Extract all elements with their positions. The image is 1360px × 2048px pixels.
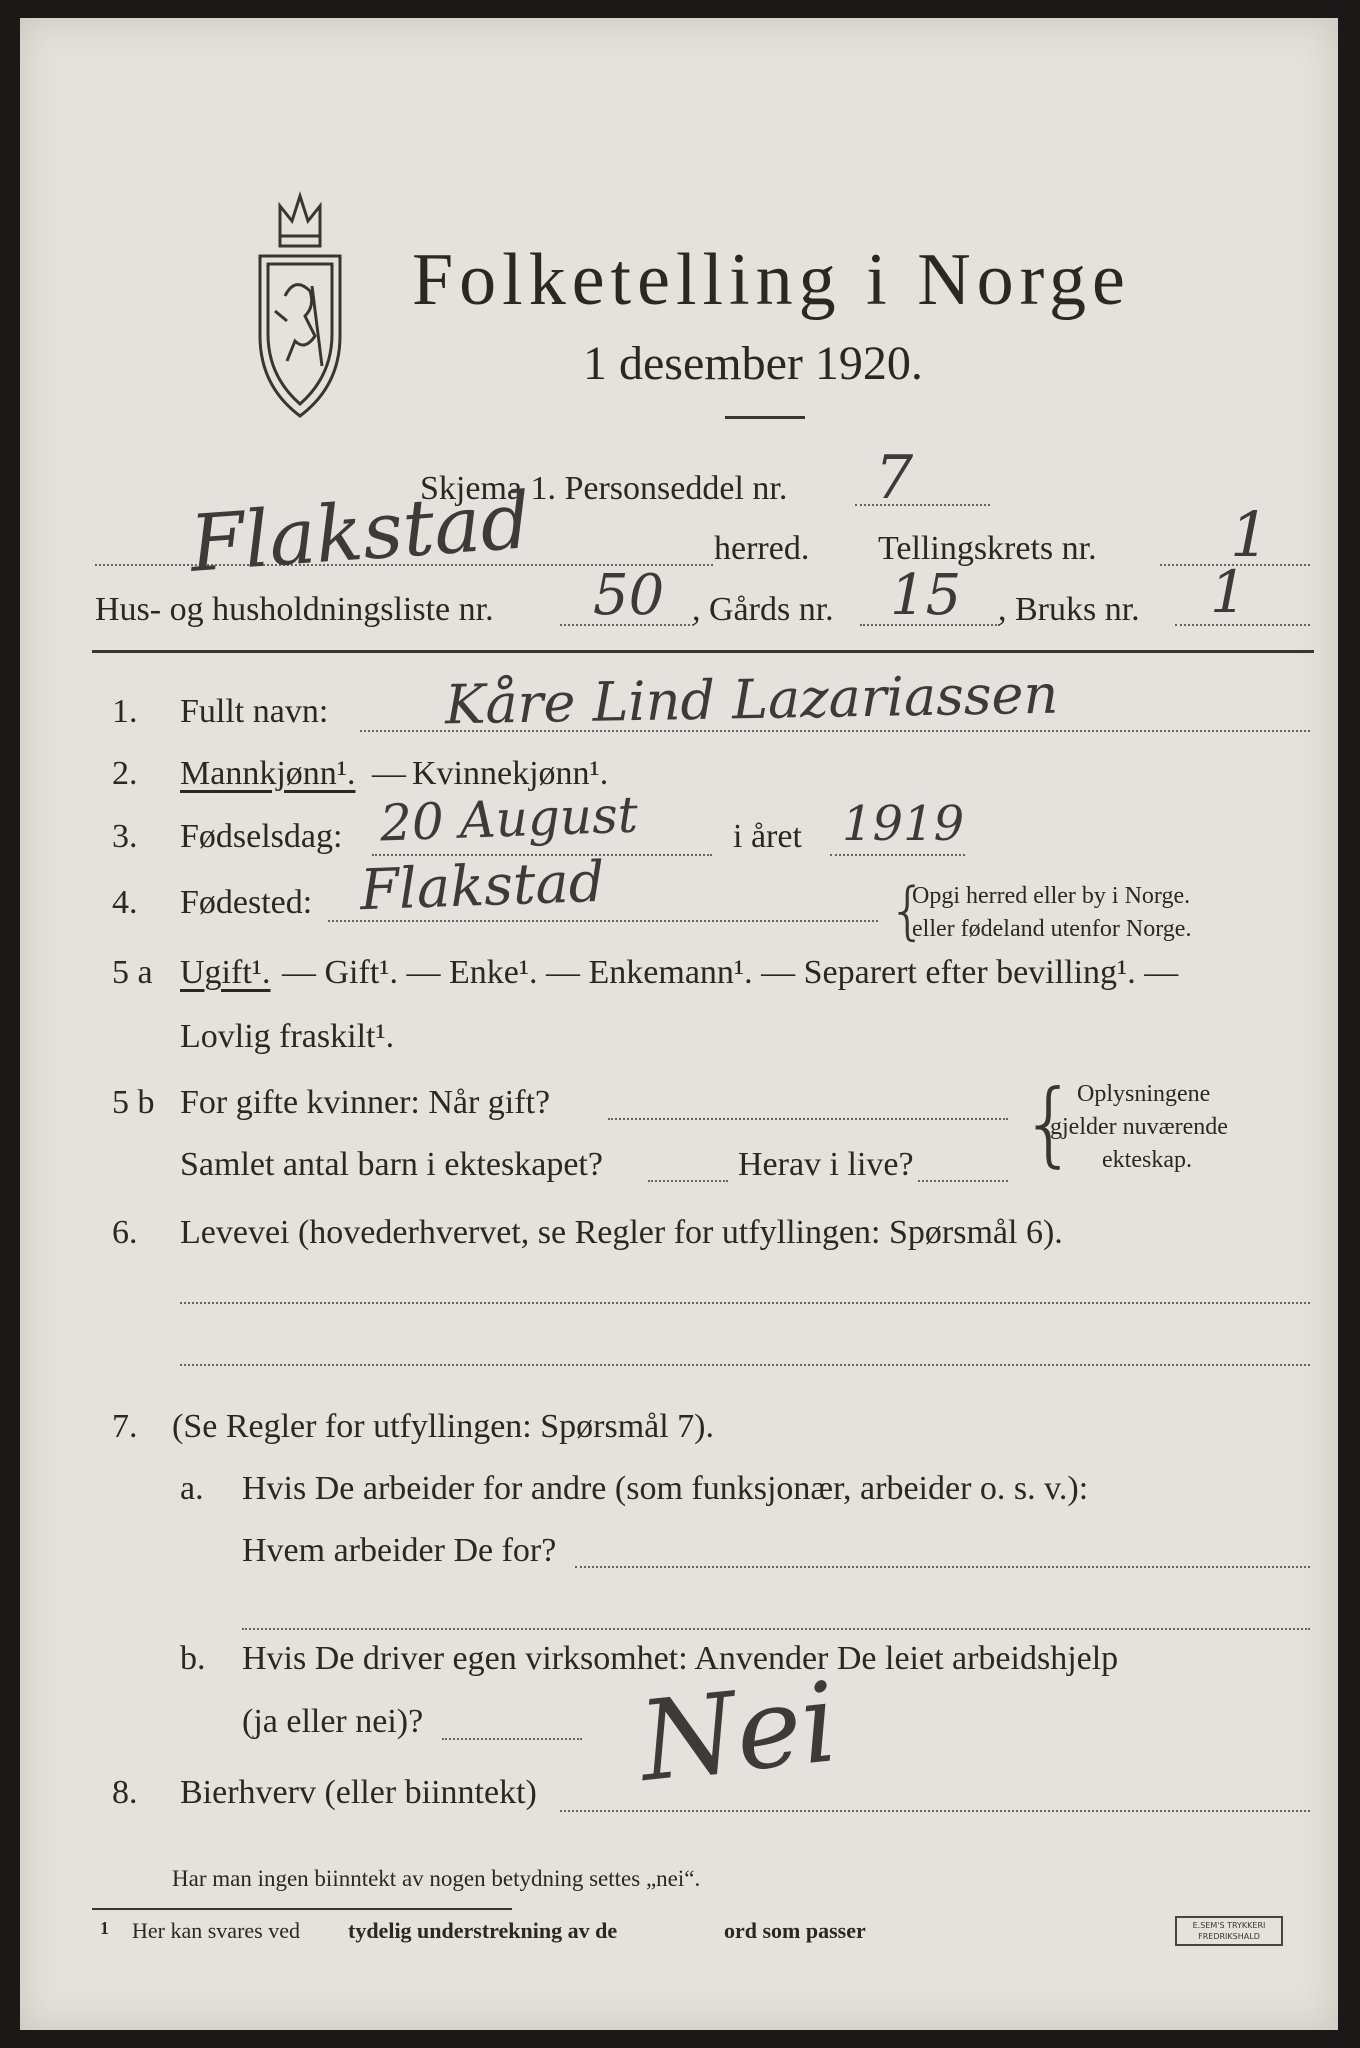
q4-label: Fødested: xyxy=(180,884,313,921)
q6-number: 6. xyxy=(112,1214,138,1251)
when-married-line xyxy=(608,1118,1008,1120)
occupation-line-2 xyxy=(180,1364,1310,1366)
tellingskrets-label: Tellingskrets nr. xyxy=(878,530,1097,567)
yes-no-line xyxy=(442,1738,582,1740)
year-line xyxy=(830,854,965,856)
personseddel-number: 7 xyxy=(875,443,914,513)
footnote-text-c: ord som passer xyxy=(724,1918,866,1943)
q4-note-line2: eller fødeland utenfor Norge. xyxy=(912,916,1192,942)
census-form-page xyxy=(20,18,1338,2030)
occupation-line-1 xyxy=(180,1302,1310,1304)
q1-number: 1. xyxy=(112,693,138,730)
footnote-mark: 1 xyxy=(100,1918,109,1938)
gards-label: , Gårds nr. xyxy=(692,591,834,628)
bruks-label: , Bruks nr. xyxy=(998,591,1140,628)
hus-value: 50 xyxy=(593,563,665,628)
birthday-value: 20 August xyxy=(379,785,639,853)
q7b-question: Hvis De driver egen virksomhet: Anvender De leiet arbeidshjelp xyxy=(242,1640,1119,1677)
q7-label: (Se Regler for utfyllingen: Spørsmål 7). xyxy=(172,1408,715,1445)
q7b-yes-no-label: (ja eller nei)? xyxy=(242,1703,424,1740)
q8-number: 8. xyxy=(112,1774,138,1811)
q5b-note-line2: gjelder nuværende xyxy=(1050,1114,1228,1140)
stamp-line1: E.SEM'S TRYKKERI xyxy=(1192,1921,1266,1930)
herred-value: Flakstad xyxy=(187,476,534,590)
norway-coat-of-arms-icon xyxy=(240,176,360,426)
birth-year-value: 1919 xyxy=(842,796,965,852)
q2-number: 2. xyxy=(112,755,138,792)
bruks-value: 1 xyxy=(1210,558,1247,626)
footnote-text-b: tydelig understrekning av de xyxy=(348,1918,618,1943)
q3-number: 3. xyxy=(112,818,138,855)
marital-other-options: — Gift¹. — Enke¹. — Enkemann¹. — Separert efter bevilling¹. — xyxy=(282,954,1179,991)
census-date: 1 desember 1920. xyxy=(583,337,923,390)
children-line xyxy=(648,1180,728,1182)
q5a-number: 5 a xyxy=(112,954,153,991)
q5b-children-label: Samlet antal barn i ekteskapet? xyxy=(180,1146,603,1183)
q5b-brace: { xyxy=(1020,1070,1079,1177)
alive-line xyxy=(918,1180,1008,1182)
q4-brace: { xyxy=(888,874,928,947)
marital-ugift-option: Ugift¹. xyxy=(180,954,271,991)
employer-line-1 xyxy=(575,1566,1310,1568)
printer-stamp xyxy=(1175,1916,1283,1946)
q5b-number: 5 b xyxy=(112,1084,155,1121)
q2-separator: — xyxy=(372,755,406,792)
gender-female-option: Kvinnekjønn¹. xyxy=(412,755,609,792)
marital-fraskilt-option: Lovlig fraskilt¹. xyxy=(180,1018,395,1055)
q5b-note-line3: ekteskap. xyxy=(1102,1147,1192,1173)
birthplace-value: Flakstad xyxy=(358,849,606,924)
q7b-letter: b. xyxy=(180,1640,206,1677)
employer-line-2 xyxy=(242,1628,1310,1630)
q4-number: 4. xyxy=(112,884,138,921)
bottom-note: Har man ingen biinntekt av nogen betydning settes „nei“. xyxy=(172,1866,701,1891)
q8-label: Bierhverv (eller biinntekt) xyxy=(180,1774,537,1811)
skjema-label: Skjema 1. Personseddel nr. xyxy=(420,470,788,507)
title-divider xyxy=(725,416,805,419)
tellingskrets-value: 1 xyxy=(1230,498,1270,571)
q5b-when-married-label: For gifte kvinner: Når gift? xyxy=(180,1084,551,1121)
footnote-rule xyxy=(92,1908,512,1910)
footnote-text-a: Her kan svares ved xyxy=(132,1918,300,1943)
q7a-question: Hvis De arbeider for andre (som funksjonær, arbeider o. s. v.): xyxy=(242,1470,1089,1507)
q7a-employer-label: Hvem arbeider De for? xyxy=(242,1532,557,1569)
side-income-line xyxy=(560,1810,1310,1812)
herred-label: herred. xyxy=(714,530,810,567)
stamp-line2: FREDRIKSHALD xyxy=(1198,1932,1260,1941)
hus-label: Hus- og husholdningsliste nr. xyxy=(95,591,494,628)
q6-label: Levevei (hovederhvervet, se Regler for utfyllingen: Spørsmål 6). xyxy=(180,1214,1063,1251)
header-rule xyxy=(92,650,1314,653)
q7-number: 7. xyxy=(112,1408,138,1445)
hired-help-answer: Nei xyxy=(633,1658,843,1806)
gender-male-option: Mannkjønn¹. xyxy=(180,755,356,792)
q5b-note-line1: Oplysningene xyxy=(1077,1081,1211,1107)
form-title: Folketelling i Norge xyxy=(412,239,1131,321)
year-label: i året xyxy=(733,818,802,855)
q4-note-line1: Opgi herred eller by i Norge. xyxy=(912,883,1191,909)
q7a-letter: a. xyxy=(180,1470,204,1507)
gards-value: 15 xyxy=(890,563,962,628)
q5b-alive-label: Herav i live? xyxy=(738,1146,914,1183)
q3-label: Fødselsdag: xyxy=(180,818,343,855)
q1-label: Fullt navn: xyxy=(180,693,329,730)
full-name-value: Kåre Lind Lazariassen xyxy=(444,662,1059,737)
